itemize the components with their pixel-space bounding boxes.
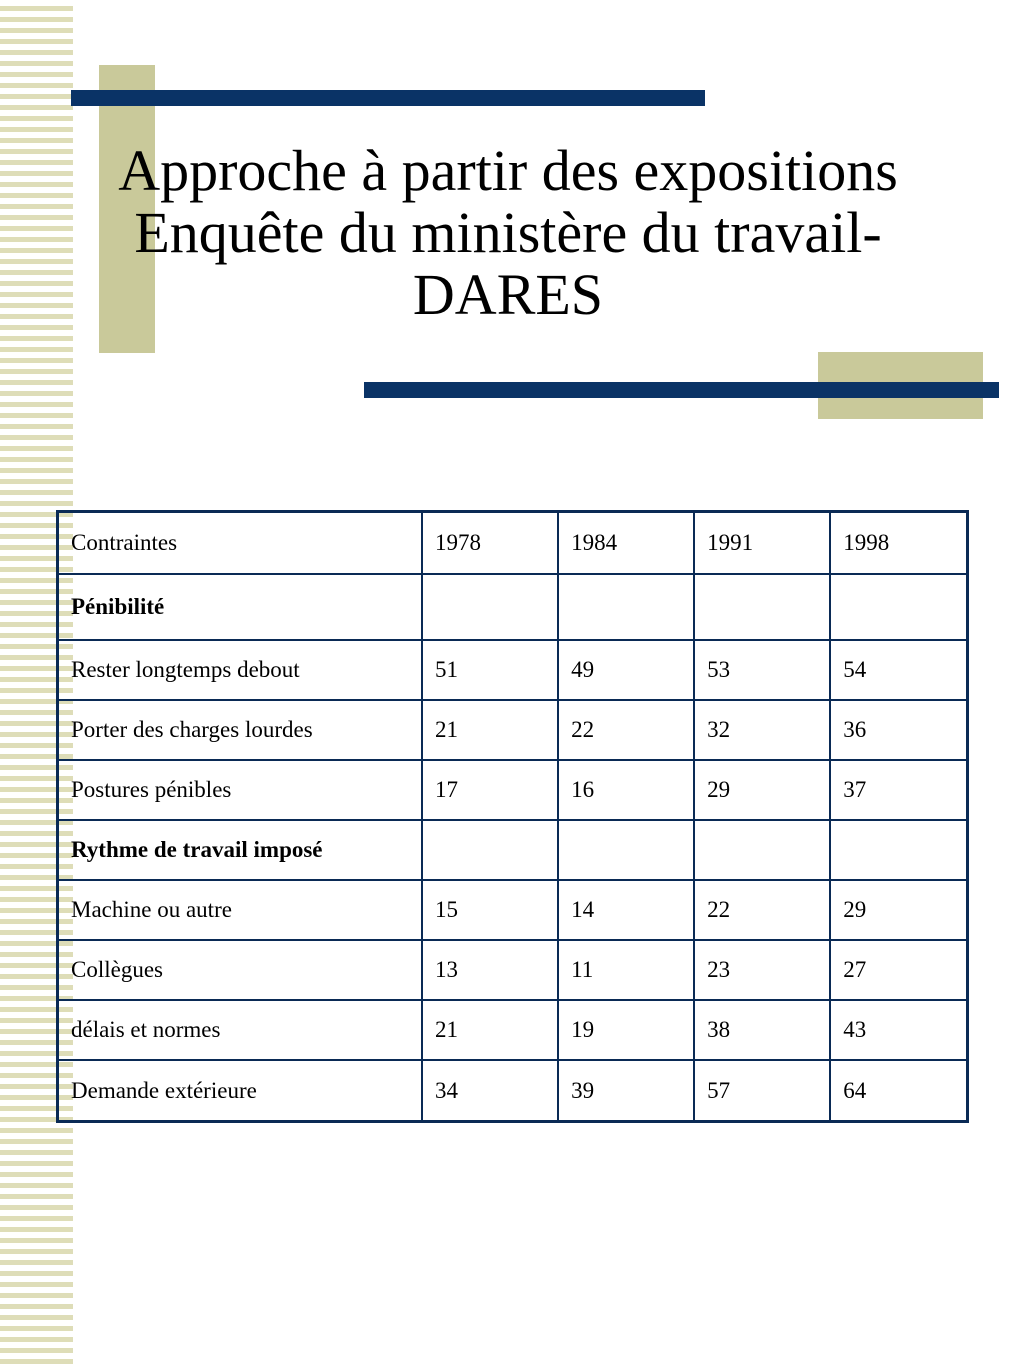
table-cell: 43 [830,1000,967,1060]
bottom-accent-bar [364,382,999,398]
row-label: Postures pénibles [58,760,423,820]
table-cell: 37 [830,760,967,820]
table-cell: 29 [694,760,830,820]
table-cell: 38 [694,1000,830,1060]
row-label: Pénibilité [58,574,423,640]
table-cell: 39 [558,1060,694,1121]
table-cell [558,820,694,880]
table-cell: 13 [422,940,558,1000]
row-label: Rythme de travail imposé [58,820,423,880]
table-row [58,640,968,700]
row-label: Porter des charges lourdes [58,700,423,760]
table-cell [558,574,694,640]
table-row [58,700,968,760]
table-cell [694,574,830,640]
table-header-row [58,512,968,574]
table-cell [422,820,558,880]
table-cell: 21 [422,700,558,760]
table-section-row [58,820,968,880]
table-cell: 29 [830,880,967,940]
table-cell: 19 [558,1000,694,1060]
constraints-table [56,510,969,1123]
table-cell [830,820,967,880]
table-cell: 53 [694,640,830,700]
table-cell: 32 [694,700,830,760]
table-cell: 51 [422,640,558,700]
title-line-3: DARES [412,262,604,327]
header-cell: 1998 [830,512,967,574]
table-cell: 11 [558,940,694,1000]
table-row [58,880,968,940]
table-cell: 22 [558,700,694,760]
table-cell: 15 [422,880,558,940]
table-row [58,1000,968,1060]
table-cell: 17 [422,760,558,820]
header-cell: Contraintes [58,512,423,574]
title-line-1: Approche à partir des expositions [118,138,898,203]
table-cell: 22 [694,880,830,940]
table-cell: 14 [558,880,694,940]
table-cell: 27 [830,940,967,1000]
header-cell: 1991 [694,512,830,574]
table-section-row [58,574,968,640]
row-label: délais et normes [58,1000,423,1060]
title-line-2: Enquête du ministère du travail- [134,200,882,265]
table-cell: 57 [694,1060,830,1121]
table-cell: 36 [830,700,967,760]
table-cell [694,820,830,880]
table-cell: 34 [422,1060,558,1121]
row-label: Collègues [58,940,423,1000]
table-row [58,1060,968,1121]
table-cell: 16 [558,760,694,820]
table-cell: 49 [558,640,694,700]
table-cell: 23 [694,940,830,1000]
table-cell [830,574,967,640]
table-cell [422,574,558,640]
row-label: Machine ou autre [58,880,423,940]
table-row [58,760,968,820]
table-row [58,940,968,1000]
top-accent-bar [71,90,705,106]
row-label: Rester longtemps debout [58,640,423,700]
header-cell: 1978 [422,512,558,574]
header-cell: 1984 [558,512,694,574]
table-cell: 54 [830,640,967,700]
slide-title [60,140,956,326]
table-cell: 64 [830,1060,967,1121]
row-label: Demande extérieure [58,1060,423,1121]
table-cell: 21 [422,1000,558,1060]
